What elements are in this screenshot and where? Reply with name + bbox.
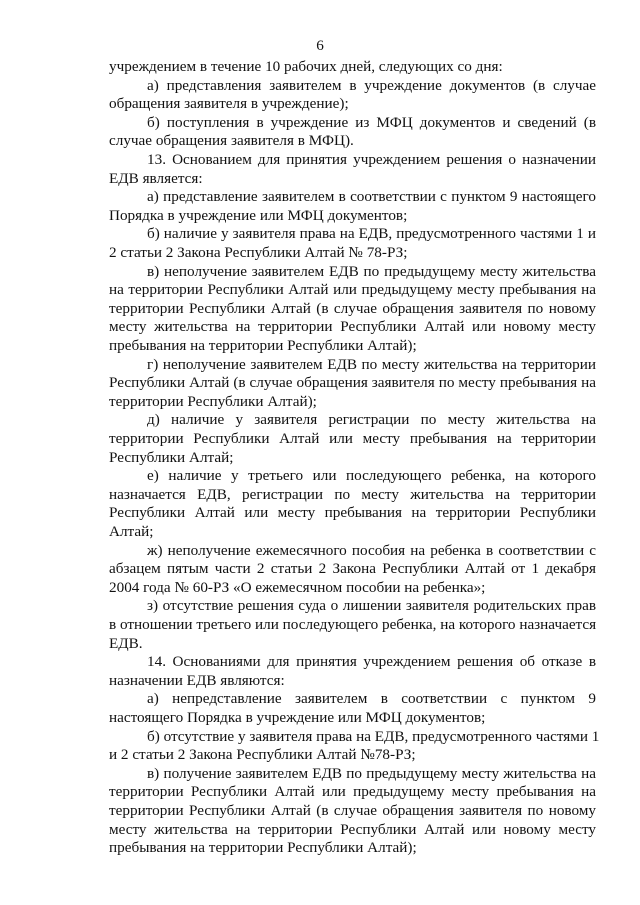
text-line: пребывания на территории Республики Алтай);	[109, 839, 417, 857]
text-line: Алтай;	[109, 523, 154, 540]
text-line: и 2 статьи 2 Закона Республики Алтай №78-РЗ;	[109, 746, 416, 764]
text-line: территории Республики Алтай);	[109, 392, 317, 410]
text-line: б) отсутствие у заявителя права на ЕДВ, предусмотренного частями 1	[147, 727, 600, 745]
text-line: 2004 года № 60-РЗ «О ежемесячном пособии на ребенка»;	[109, 578, 486, 596]
text-line: случае обращения заявителя в МФЦ).	[109, 132, 354, 150]
text-line: е) наличие у третьего или последующего ребенка, на которого	[147, 467, 596, 485]
text-line: а) представление заявителем в соответствии с пунктом 9 настоящего	[147, 188, 596, 206]
text-line: территории Республики Алтай (в случае обращения заявителя по новому	[109, 802, 596, 819]
text-line: Республики Алтай или месту пребывания на территории Республики	[109, 504, 596, 522]
page-number: 6	[316, 37, 324, 54]
text-line: обращения заявителя в учреждение);	[109, 95, 349, 113]
text-line: ЕДВ является:	[109, 169, 203, 187]
text-line: настоящего Порядка в учреждение или МФЦ документов;	[109, 709, 486, 726]
text-line: пребывания на территории Республики Алтай);	[109, 337, 417, 354]
text-line: Республики Алтай (в случае обращения заявителя по месту пребывания на	[109, 374, 596, 392]
text-line: з) отсутствие решения суда о лишении заявителя родительских прав	[147, 597, 596, 615]
text-line: а) непредставление заявителем в соответствии с пунктом 9	[147, 690, 596, 708]
text-line: на территории Республики Алтай или предыдущему месту пребывания на	[109, 281, 596, 299]
text-line: назначении ЕДВ являются:	[109, 671, 285, 689]
text-line: б) наличие у заявителя права на ЕДВ, предусмотренного частями 1 и	[147, 225, 596, 243]
text-line: а) представления заявителем в учреждение документов (в случае	[147, 76, 596, 94]
text-line: месту жительства на территории Республики Алтай или новому месту	[109, 318, 596, 336]
text-line: ЕДВ.	[109, 634, 143, 652]
text-line: 13. Основанием для принятия учреждением решения о назначении	[147, 151, 596, 168]
text-line: месту жительства на территории Республики Алтай или новому месту	[109, 820, 596, 838]
text-line: учреждением в течение 10 рабочих дней, следующих со дня:	[109, 58, 503, 75]
text-line: в) получение заявителем ЕДВ по предыдущему месту жительства на	[147, 764, 596, 782]
text-line: в отношении третьего или последующего ребенка, на которого назначается	[109, 616, 597, 633]
text-line: абзацем пятым части 2 статьи 2 Закона Республики Алтай от 1 декабря	[109, 560, 596, 578]
text-line: ж) неполучение ежемесячного пособия на ребенка в соответствии с	[147, 541, 596, 559]
text-line: 14. Основаниями для принятия учреждением решения об отказе в	[147, 653, 596, 671]
text-line: Порядка в учреждение или МФЦ документов;	[109, 206, 408, 224]
text-line: д) наличие у заявителя регистрации по месту жительства на	[147, 411, 596, 429]
text-line: б) поступления в учреждение из МФЦ документов и сведений (в	[147, 113, 596, 131]
text-line: г) неполучение заявителем ЕДВ по месту жительства на территории	[147, 355, 596, 373]
text-line: 2 статьи 2 Закона Республики Алтай № 78-РЗ;	[109, 244, 408, 261]
text-line: территории Республики Алтай или месту пребывания на территории	[109, 430, 596, 447]
text-line: Республики Алтай;	[109, 448, 234, 466]
text-line: территории Республики Алтай (в случае обращения заявителя по новому	[109, 299, 596, 317]
text-line: назначается ЕДВ, регистрации по месту жительства на территории	[109, 485, 596, 503]
text-line: территории Республики Алтай или предыдущему месту пребывания на	[109, 783, 596, 801]
text-line: в) неполучение заявителем ЕДВ по предыдущему месту жительства	[147, 262, 596, 280]
